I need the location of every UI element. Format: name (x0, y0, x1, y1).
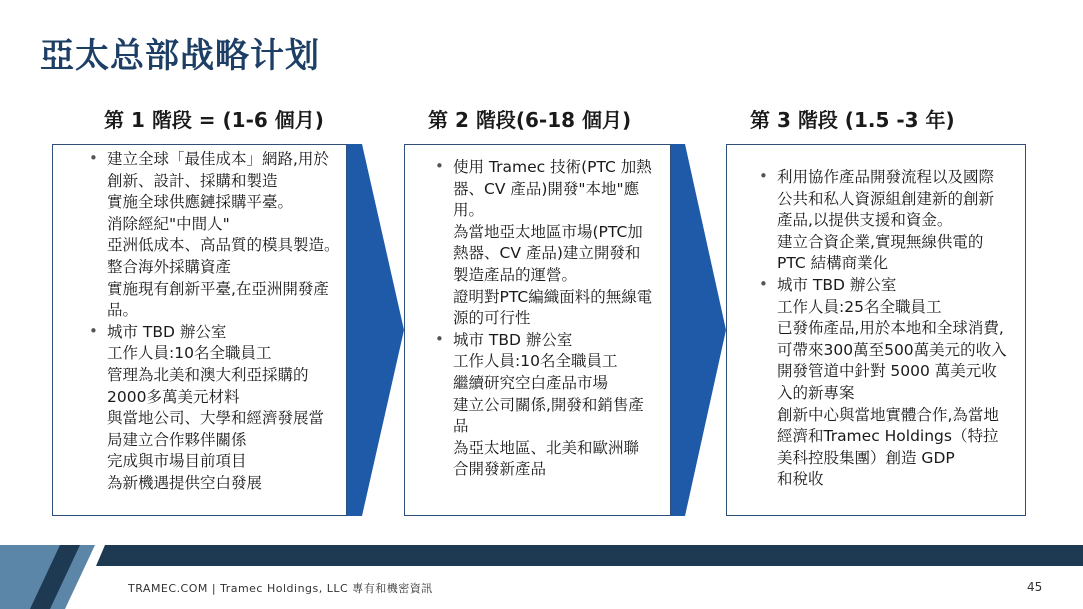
text-line: 繼續研究空白產品市場 (453, 373, 609, 392)
text-line: 器、CV 產品)開發"本地"應 (453, 179, 640, 198)
text-line: 為當地亞太地區市場(PTC加 (453, 222, 643, 241)
phase-2-heading: 第 2 階段(6-18 個月) (428, 108, 632, 132)
text-line: 整合海外採購資產 (107, 257, 232, 276)
text-line: 工作人員:10名全職員工 (453, 352, 618, 371)
phase-2-item (453, 157, 670, 330)
footer-band (0, 545, 1083, 609)
text-line: 已發佈產品,用於本地和全球消費, (777, 319, 1004, 338)
text-line: • 建立全球「最佳成本」網路,用於 (107, 150, 329, 168)
text-line: 源的可行性 (453, 309, 531, 328)
text-line: 和稅收 (777, 470, 824, 489)
text-line: 創新、設計、採購和製造 (107, 171, 278, 190)
slide-title: 亞太总部战略计划 (40, 36, 320, 76)
text-line: 美科控股集團）創造 GDP (777, 448, 955, 467)
text-line: 入的新專案 (777, 383, 855, 402)
phase-1-box (52, 144, 347, 516)
text-line: 與當地公司、大學和經濟發展當 (107, 409, 325, 428)
arrow-phase-1 (344, 144, 404, 516)
text-line: • 利用協作產品開發流程以及國際 (777, 168, 995, 186)
text-line: 建立合資企業,實現無線供電的 (777, 232, 984, 251)
text-line: 工作人員:10名全職員工 (107, 344, 272, 363)
text-line: 公共和私人資源組創建新的創新 (777, 189, 995, 208)
phase-3-item (777, 167, 1025, 275)
text-line: 開發管道中針對 5000 萬美元收 (777, 362, 997, 381)
text-line: • 城市 TBD 辦公室 (777, 275, 897, 294)
text-line: 為亞太地區、北美和歐洲聯 (453, 438, 640, 457)
phase-1-heading: 第 1 階段 = (1-6 個月) (104, 108, 324, 132)
phase-3-item (777, 275, 1025, 491)
page-number: 45 (1027, 580, 1043, 594)
text-line: PTC 結構商業化 (777, 254, 889, 273)
phase-3-heading: 第 3 階段 (1.5 -3 年) (750, 108, 955, 132)
phase-1-item (107, 149, 346, 322)
text-line: 經濟和Tramec Holdings（特拉 (777, 427, 999, 446)
footer-bar-dark (96, 545, 1083, 566)
phase-2-item (453, 330, 670, 481)
text-line: 合開發新產品 (453, 460, 547, 479)
arrow-phase-2 (669, 144, 726, 516)
text-line: • 城市 TBD 辦公室 (453, 330, 573, 349)
text-line: 建立公司關係,開發和銷售產 (453, 395, 644, 414)
text-line: 完成與市場目前項目 (107, 452, 247, 471)
phase-2-box (404, 144, 671, 516)
text-line: • 城市 TBD 辦公室 (107, 322, 227, 341)
text-line: 實施全球供應鏈採購平臺。 (107, 193, 294, 212)
text-line: • 使用 Tramec 技術(PTC 加熱 (453, 158, 652, 176)
text-line: 熱器、CV 產品)建立開發和 (453, 244, 641, 263)
text-line: 為新機遇提供空白發展 (107, 473, 263, 492)
text-line: 產品,以提供支援和資金。 (777, 211, 953, 230)
text-line: 實施現有創新平臺,在亞洲開發產 (107, 279, 329, 298)
text-line: 工作人員:25名全職員工 (777, 297, 942, 316)
phase-1-item (107, 322, 346, 495)
text-line: 消除經紀"中間人" (107, 214, 230, 233)
text-line: 品。 (107, 301, 139, 320)
text-line: 製造產品的運營。 (453, 265, 578, 284)
footer-text: TRAMEC.COM | Tramec Holdings, LLC 專有和機密資訊 (128, 582, 433, 595)
text-line: 用。 (453, 201, 485, 220)
text-line: 局建立合作夥伴關係 (107, 430, 247, 449)
phase-3-box (726, 144, 1026, 516)
text-line: 品 (453, 417, 469, 436)
text-line: 管理為北美和澳大利亞採購的 (107, 365, 309, 384)
text-line: 2000多萬美元材料 (107, 387, 240, 406)
text-line: 創新中心與當地實體合作,為當地 (777, 405, 999, 424)
text-line: 亞洲低成本、高品質的模具製造。 (107, 236, 340, 255)
text-line: 證明對PTC編織面料的無線電 (453, 287, 653, 306)
text-line: 可帶來300萬至500萬美元的收入 (777, 340, 1007, 359)
